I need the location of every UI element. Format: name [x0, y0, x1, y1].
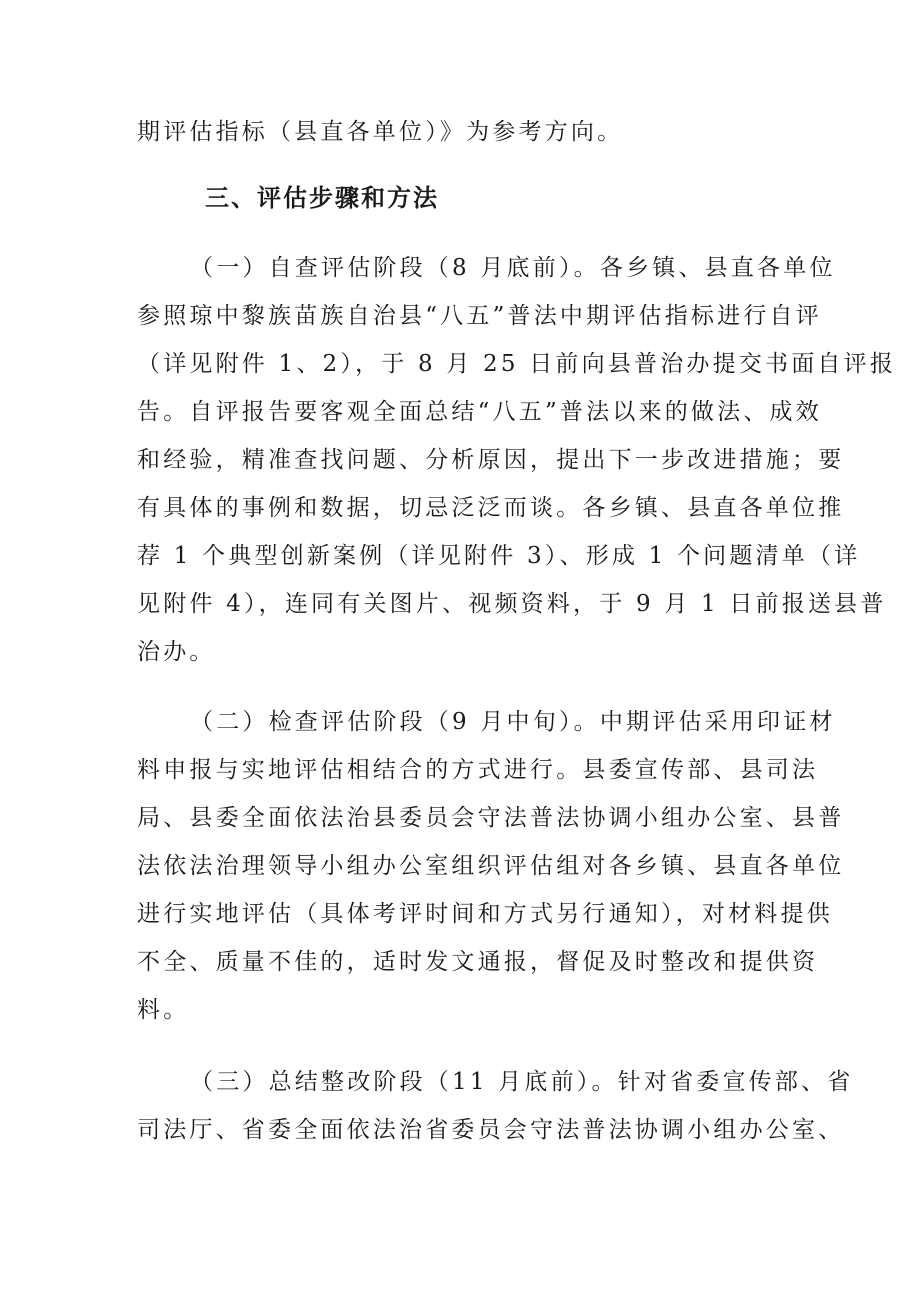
intro-line: 期评估指标（县直各单位）》为参考方向。 [137, 119, 624, 145]
paragraph-line: 不全、质量不佳的，适时发文通报，督促及时整改和提供资 [137, 949, 819, 975]
paragraph-line: 参照琼中黎族苗族自治县“八五”普法中期评估指标进行自评 [137, 303, 822, 329]
paragraph-line: 有具体的事例和数据，切忌泛泛而谈。各乡镇、县直各单位推 [137, 495, 845, 521]
paragraph-line: 料申报与实地评估相结合的方式进行。县委宣传部、县司法 [137, 757, 819, 783]
paragraph-line: （三）总结整改阶段（11 月底前）。针对省委宣传部、省 [190, 1069, 854, 1095]
paragraph-line: 见附件 4），连同有关图片、视频资料，于 9 月 1 日前报送县普 [137, 591, 887, 617]
paragraph-line: （详见附件 1、2），于 8 月 25 日前向县普治办提交书面自评报 [137, 351, 897, 377]
paragraph-line: （二）检查评估阶段（9 月中旬）。中期评估采用印证材 [190, 709, 836, 735]
paragraph-line: 告。自评报告要客观全面总结“八五”普法以来的做法、成效 [137, 399, 822, 425]
paragraph-line: 司法厅、省委全面依法治省委员会守法普法协调小组办公室、 [137, 1117, 845, 1143]
paragraph-line: 荐 1 个典型创新案例（详见附件 3）、形成 1 个问题清单（详 [137, 543, 861, 569]
paragraph-line: 法依法治理领导小组办公室组织评估组对各乡镇、县直各单位 [137, 853, 845, 879]
paragraph-line: 和经验，精准查找问题、分析原因，提出下一步改进措施；要 [137, 447, 845, 473]
section-heading: 三、评估步骤和方法 [205, 184, 439, 212]
paragraph-line: 治办。 [137, 639, 216, 665]
paragraph-line: （一）自查评估阶段（8 月底前）。各乡镇、县直各单位 [190, 255, 836, 281]
paragraph-line: 进行实地评估（具体考评时间和方式另行通知），对材料提供 [137, 901, 833, 927]
paragraph-line: 料。 [137, 997, 190, 1023]
paragraph-line: 局、县委全面依法治县委员会守法普法协调小组办公室、县普 [137, 805, 845, 831]
